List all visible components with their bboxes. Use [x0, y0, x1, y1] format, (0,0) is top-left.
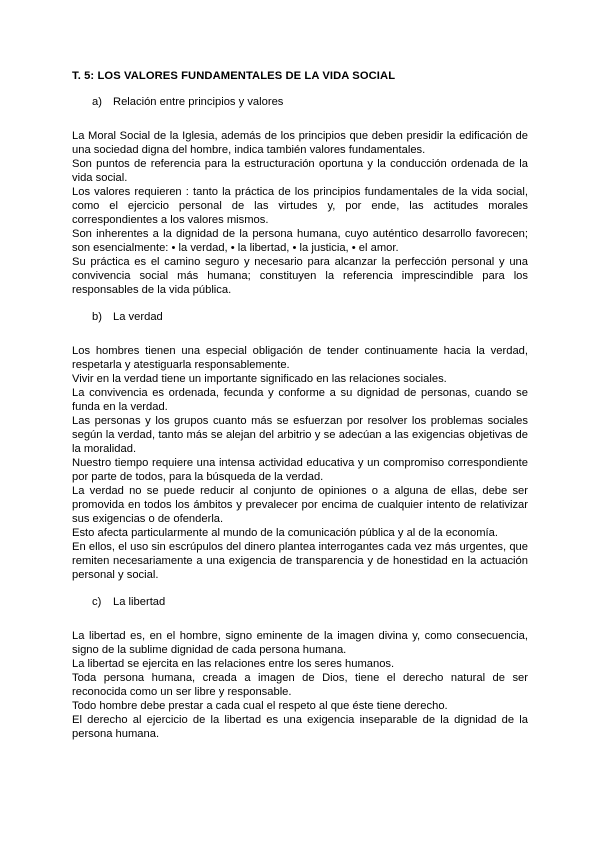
paragraph: El derecho al ejercicio de la libertad es una exigencia inseparable de la dignidad de la persona humana. — [72, 714, 528, 740]
paragraph: Nuestro tiempo requiere una intensa actividad educativa y un compromiso correspondiente por parte de todos, para la búsqueda de la verdad. — [72, 457, 528, 483]
paragraph: Toda persona humana, creada a imagen de Dios, tiene el derecho natural de ser reconocida como un ser libre y responsable. — [72, 672, 528, 698]
paragraph: La verdad no se puede reducir al conjunto de opiniones o a alguna de ellas, debe ser promovida en todos los ámbitos y prevalecer por encima de cualquier intento de relativizar sus exigencias o de ofenderla. — [72, 485, 528, 525]
section-heading — [92, 596, 528, 608]
paragraph: La libertad es, en el hombre, signo eminente de la imagen divina y, como consecuencia, signo de la sublime dignidad de cada persona humana. — [72, 630, 528, 656]
paragraph: La libertad se ejercita en las relaciones entre los seres humanos. — [72, 658, 395, 670]
section-heading — [92, 311, 528, 323]
section-verdad — [72, 311, 528, 582]
paragraph: Los valores requieren : tanto la práctica de los principios fundamentales de la vida social, como el ejercicio personal de las virtudes y, por ende, las actitudes morales correspondientes a los valores mismos. — [72, 186, 528, 226]
section-heading-text: Relación entre principios y valores — [113, 96, 284, 108]
paragraph: La convivencia es ordenada, fecunda y conforme a su dignidad de personas, cuando se funda en la verdad. — [72, 387, 528, 413]
paragraph: En ellos, el uso sin escrúpulos del dinero plantea interrogantes cada vez más urgentes, que remiten necesariamente a una exigencia de transparencia y de honestidad en la actuación personal y social. — [72, 541, 528, 581]
paragraph: Las personas y los grupos cuanto más se esfuerzan por resolver los problemas sociales según la verdad, tanto más se alejan del arbitrio y se adecúan a las exigencias objetivas de la moralidad. — [72, 415, 528, 455]
section-heading-text: La libertad — [113, 596, 166, 608]
paragraph: Son inherentes a la dignidad de la persona humana, cuyo auténtico desarrollo favorecen; son esencialmente: • la verdad, • la libertad, • la justicia, • el amor. — [72, 228, 528, 254]
paragraph: Vivir en la verdad tiene un importante significado en las relaciones sociales. — [72, 373, 447, 385]
paragraph: Todo hombre debe prestar a cada cual el respeto al que éste tiene derecho. — [72, 700, 448, 712]
section-marker: a) — [92, 96, 102, 108]
document-title: T. 5: LOS VALORES FUNDAMENTALES DE LA VIDA SOCIAL — [72, 70, 396, 82]
paragraph: Su práctica es el camino seguro y necesario para alcanzar la perfección personal y una convivencia social más humana; constituyen la referencia imprescindible para los responsables de la vida pública. — [72, 256, 528, 296]
section-marker: b) — [92, 311, 102, 323]
paragraph: Son puntos de referencia para la estructuración oportuna y la conducción ordenada de la vida social. — [72, 158, 528, 184]
section-heading-text: La verdad — [113, 311, 163, 323]
paragraph: Esto afecta particularmente al mundo de la comunicación pública y al de la economía. — [72, 527, 498, 539]
document-page — [72, 70, 528, 741]
section-libertad — [72, 596, 528, 741]
paragraph: Los hombres tienen una especial obligación de tender continuamente hacia la verdad, respetarla y atestiguarla responsablemente. — [72, 345, 528, 371]
section-relacion — [72, 96, 528, 297]
section-heading — [92, 96, 528, 108]
section-marker: c) — [92, 596, 102, 608]
paragraph: La Moral Social de la Iglesia, además de los principios que deben presidir la edificación de una sociedad digna del hombre, indica también valores fundamentales. — [72, 130, 528, 156]
